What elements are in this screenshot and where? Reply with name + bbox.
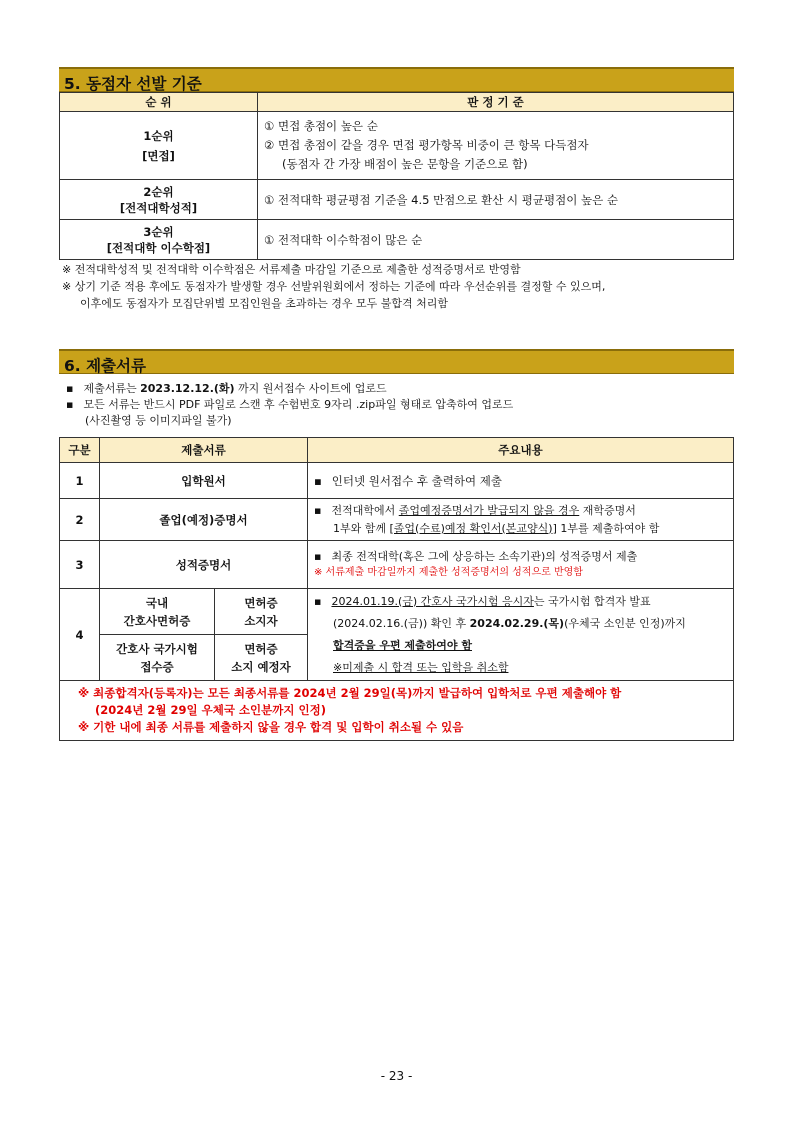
row-number: 3 [60, 541, 100, 589]
col-content-header: 주요내용 [308, 438, 734, 463]
rank-sub: [전적대학성적] [119, 200, 198, 215]
criteria-item: ① 면접 총점이 높은 순 [264, 119, 378, 133]
warning-line: ※ 기한 내에 최종 서류를 제출하지 않을 경우 합격 및 입학이 취소될 수 있음 [78, 720, 464, 734]
bullet-item: ▪ 모든 서류는 반드시 PDF 파일로 스캔 후 수험번호 9자리 .zip파일 형태로 압축하여 업로드 [66, 397, 736, 413]
doc-name: 성적증명서 [100, 541, 308, 589]
table-row [60, 220, 734, 260]
section-5-notes [62, 261, 732, 312]
criteria-item: ① 전적대학 평균평점 기준을 4.5 만점으로 환산 시 평균평점이 높은 순 [258, 180, 734, 220]
content-text: 2024.01.19.(금) 간호사 국가시험 응시자 [331, 594, 534, 608]
section-6-bullets [66, 381, 736, 429]
content-text: 합격증을 우편 제출하여야 함 [333, 638, 472, 652]
bullet-item [66, 381, 736, 397]
criteria-item: (동점자 간 가장 배점이 높은 문항을 기준으로 함) [282, 157, 528, 171]
doc-condition [215, 635, 308, 681]
bullet-sub: (사진촬영 등 이미지파일 불가) [85, 414, 232, 427]
deadline-date: 2023.12.12.(화) [140, 382, 235, 395]
content-text: 졸업예정증명서가 발급되지 않을 경우 [398, 503, 580, 517]
col-no-header: 구분 [60, 438, 100, 463]
doc-name [100, 635, 215, 681]
content-text: 전적대학에서 [331, 503, 399, 517]
documents-table [59, 437, 734, 741]
doc-name: 졸업(예정)증명서 [100, 499, 308, 541]
note-line: ※ 상기 기준 적용 후에도 동점자가 발생할 경우 선발위원회에서 정하는 기준에 따라 우선순위를 결정할 수 있으며, [62, 280, 606, 293]
table-row [60, 499, 734, 541]
table-row [60, 541, 734, 589]
content-text: 1부와 함께 [333, 521, 390, 535]
content-text: 1부를 제출하여야 함 [556, 521, 660, 535]
warning-line: ※ 최종합격자(등록자)는 모든 최종서류를 2024년 2월 29일(목)까지 발급하여 입학처로 우편 제출해야 함 [78, 686, 622, 700]
rank-label: 1순위 [143, 128, 174, 143]
final-warning [60, 681, 734, 741]
note-line: ※ 전적대학성적 및 전적대학 이수학점은 서류제출 마감일 기준으로 제출한 성적증명서로 반영함 [62, 263, 521, 276]
tiebreak-table [59, 92, 734, 260]
rank-sub: [전적대학 이수학점] [106, 240, 211, 255]
bullet-text: 제출서류는 [83, 382, 141, 395]
content-text: [졸업(수료)예정 확인서(본교양식)] [389, 521, 557, 535]
doc-content: ▪ 인터넷 원서접수 후 출력하여 제출 [308, 463, 734, 499]
content-text: ※미제출 시 합격 또는 입학을 취소함 [333, 660, 509, 674]
col-criteria-header: 판 정 기 준 [258, 93, 734, 112]
row-number: 2 [60, 499, 100, 541]
rank-label: 3순위 [143, 224, 174, 239]
table-row [60, 180, 734, 220]
criteria-item: ① 전적대학 이수학점이 많은 순 [258, 220, 734, 260]
col-rank-header: 순 위 [60, 93, 258, 112]
table-row [60, 681, 734, 741]
row-number: 4 [60, 589, 100, 681]
doc-name-line: 접수증 [140, 659, 174, 674]
section-5-title: 5. 동점자 선발 기준 [59, 67, 734, 92]
bullet-text: 까지 원서접수 사이트에 업로드 [234, 382, 387, 395]
doc-condition-line: 면허증 [244, 641, 278, 656]
content-text: (2024.02.16.(금)) 확인 후 [333, 616, 470, 630]
rank-sub: [면접] [142, 148, 175, 163]
warning-line: (2024년 2월 29일 우체국 소인분까지 인정) [95, 703, 326, 717]
content-text: 2024.02.29.(목) [469, 616, 565, 630]
content-note: ※ 서류제출 마감일까지 제출한 성적증명서의 성적으로 반영함 [314, 566, 583, 578]
doc-condition-line: 면허증 [244, 595, 278, 610]
row-number: 1 [60, 463, 100, 499]
col-doc-header: 제출서류 [100, 438, 308, 463]
doc-condition [215, 589, 308, 635]
doc-content [308, 499, 734, 541]
table-row [60, 463, 734, 499]
doc-condition-line: 소지 예정자 [231, 659, 291, 674]
section-6-title: 6. 제출서류 [59, 349, 734, 374]
doc-condition-line: 소지자 [244, 613, 278, 628]
rank-label: 2순위 [143, 184, 174, 199]
doc-name: 입학원서 [100, 463, 308, 499]
note-line: 이후에도 동점자가 모집단위별 모집인원을 초과하는 경우 모두 불합격 처리함 [80, 297, 449, 310]
table-row [60, 589, 734, 635]
content-text: 재학증명서 [579, 503, 636, 517]
table-row [60, 112, 734, 180]
content-text: ▪ 최종 전적대학(혹은 그에 상응하는 소속기관)의 성적증명서 제출 [314, 549, 727, 565]
doc-content [308, 589, 734, 681]
doc-name-line: 간호사면허증 [123, 613, 191, 628]
doc-name-line: 국내 [145, 595, 169, 610]
criteria-item: ② 면접 총점이 같을 경우 면접 평가항목 비중이 큰 항목 다득점자 [264, 138, 589, 152]
page-number: - 23 - [380, 1069, 413, 1083]
doc-name [100, 589, 215, 635]
doc-content [308, 541, 734, 589]
content-text: (우체국 소인분 인정)까지 [564, 616, 686, 630]
content-text: 는 국가시험 합격자 발표 [533, 594, 651, 608]
doc-name-line: 간호사 국가시험 [116, 641, 198, 656]
